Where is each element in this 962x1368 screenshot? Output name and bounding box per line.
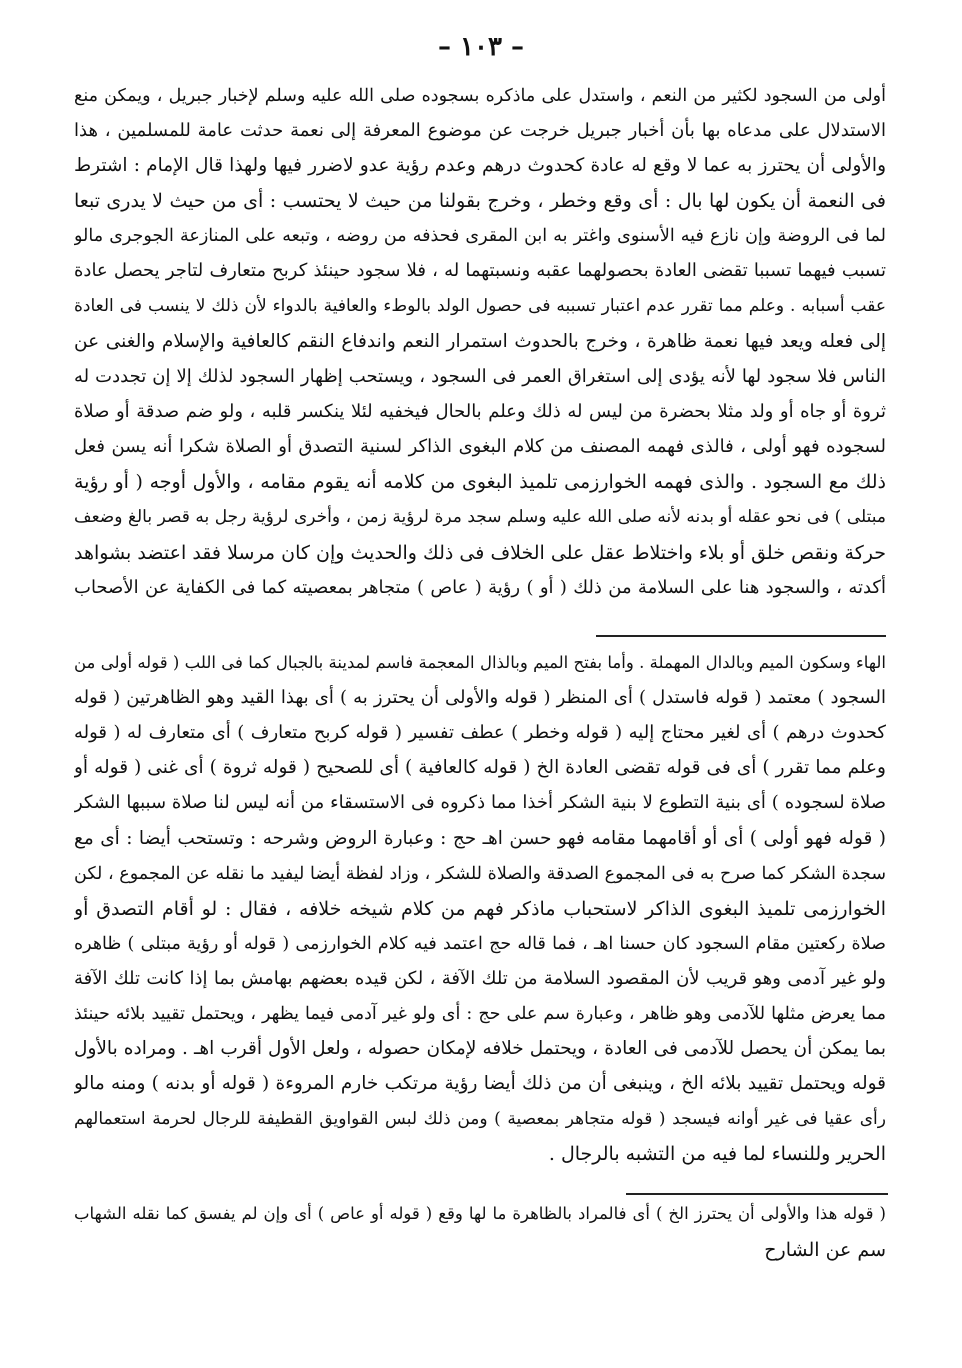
main-text-line: تسبب فيهما تسببا تقضى العادة بحصولهما عقبه ونسبتهما له ، فلا سجود حينئذ كربح متعارف لتاجر يحصل عادة — [74, 260, 886, 281]
main-text-line: ثروة أو جاه أو ولد مثلا بحضرة من ليس له ذلك وعلم بالحال فيخفيه لئلا ينكسر قلبه ، ولو ضم صدقة أو صلاة — [74, 401, 886, 422]
main-text-line: والأولى أن يحترز به عما لا وقع له عادة كحدوث درهم وعدم رؤية عدو لاضرر فيها ولهذا قال الإمام : اشترط — [74, 155, 886, 176]
margin-note-line: صلاة لسجوده ) أى بنية التطوع لا بنية الشكر أخذا مما ذكروه فى الاستسقاء من أنه ليس لنا صلاة سببها الشكر — [74, 792, 886, 813]
margin-note-line: صلاة ركعتين مقام السجود كان حسنا اهـ ، فما قاله حج اعتمد فيه كلام الخوارزمى ( قوله أو رؤية مبتلى ) ظاهره — [74, 934, 886, 954]
margin-note-line: الحرير وللنساء لما فيه من التشبه بالرجال . — [548, 1143, 886, 1165]
margin-note-line: ( قوله فهو أولى ) أى أو أقامهما مقامه فهو حسن اهـ حج : وعبارة الروض وشرحه : وتستحب أيضا : أى مع — [74, 828, 886, 849]
main-text-line: مبتلى ) فى نحو عقله أو بدنه لأنه صلى الله عليه وسلم سجد مرة لرؤية زمن ، وأخرى لرؤية رجل به قصر بالغ وضعف — [74, 507, 886, 527]
page-number: – ١٠٣ – — [437, 32, 525, 62]
section-divider — [596, 635, 886, 637]
main-text-line: الاستدلال على مدعاه بها بأن أخبار جبريل خرجت عن موضوع المعرفة إلى نعمة حدثت عامة للمسلمين ، هذا — [74, 120, 886, 141]
main-text-line: حركة ونقص خلق أو بلاء واختلاط عقل على الخلاف فى ذلك والحديث وإن كان مرسلا فقد اعتضد بشواهد — [74, 542, 886, 564]
main-text-line: إلى فعله ويعد فيها نعمة ظاهرة ، وخرج بالحدوث استمرار النعم واندفاع النقم كالعافية والإسلام والغنى عن — [74, 331, 886, 352]
margin-note-line: ولو غير آدمى وهو قريب لأن المقصود السلامة من تلك الآفة ، لكن قيده بعضهم بهامش بما إذا كانت تلك الآفة — [74, 968, 886, 989]
margin-note-line: الخوارزمى تلميذ البغوى الذاكر لاستحباب ماذكر فهم من كلام شيخه خلافه ، فقال : لو أقام التصدق أو — [74, 898, 886, 920]
main-text-line: الناس فلا سجود لها لأنه يؤدى إلى استغراق العمر فى السجود ، ويستحب إظهار السجود لذلك إلا إن تجددت له — [74, 366, 886, 387]
footnote-line: ( قوله هذا والأولى أن يحترز الخ ) أى فالمراد بالظاهرة ما لها وقع ( قوله أو عاص ) أى وإن لم يفسق كما نقله الشهاب — [74, 1204, 886, 1223]
margin-note-line: السجود ) معتمد ( قوله فاستدل ) أى المنظر ( قوله والأولى أن يحترز به ) أى بهذا القيد وهو الظاهرتين ( قوله — [74, 687, 886, 708]
margin-note-line: مما يعرض مثلها للآدمى وهو ظاهر ، وعبارة سم على حج : أى ولو غير آدمى فيما يظهر ، ويحتمل تقييد بلائه حينئذ — [74, 1004, 886, 1024]
margin-note-line: وعلم مما تقرر ) أى فى قوله تقضى العادة الخ ( قوله كالعافية ) أى للصحيح ( قوله ثروة ) أى غنى ( قوله أو — [74, 757, 886, 778]
footnote-divider — [626, 1193, 888, 1195]
margin-note-line: سجدة الشكر كما صرح به فى المجموع الصدقة والصلاة للشكر ، وزاد لفظة أيضا ليفيد ما نقله عن المجموع ، لكن — [74, 864, 886, 884]
main-text-line: أكدته ، والسجود هنا على السلامة من ذلك ( أو ) رؤية ( عاص ) متجاهر بمعصيته كما فى الكفاية عن الأصحاب — [74, 577, 886, 598]
main-text-line: لسجوده فهو أولى ، فالذى فهمه المصنف من كلام البغوى الذاكر لسنية التصدق أو الصلاة شكرا أنه يسن فعل — [74, 436, 886, 457]
main-text-line: فى النعمة أن يكون لها بال : أى وقع وخطر ، وخرج بقولنا من حيث لا يحتسب : أى من حيث لا يدرى تبعا — [74, 190, 886, 212]
margin-note-line: رأى عقيا فى غير أوانه فيسجد ( قوله متجاهر بمعصية ) ومن ذلك لبس القواويق القطيفة للرجال لحرمة استعمالهم — [74, 1109, 886, 1129]
margin-note-line: الهاء وسكون الميم وبالدال المهملة . وأما بفتح الميم وبالذال المعجمة فاسم لمدينة بالجبال كما فى اللب ( قوله أولى من — [74, 653, 886, 672]
margin-note-line: بما يمكن أن يحصل للآدمى فى العادة ، ويحتمل خلافه لإمكان حصوله ، ولعل الأول أقرب اهـ . ومراده بالأول — [74, 1038, 886, 1059]
main-text-line: عقب أسبابه . وعلم مما تقرر عدم اعتبار تسببه فى حصول الولد بالوطء والعافية بالدواء لأن ذلك لا ينسب فى العادة — [74, 296, 886, 316]
margin-note-line: قوله ويحتمل تقييد بلائه الخ ، وينبغى أن من ذلك أيضا رؤية مرتكب خارم المروءة ( قوله أو بدنه ) ومنه مالو — [74, 1073, 886, 1094]
margin-note-line: كحدوث درهم ) أى لغير محتاج إليه ( قوله وخطر ) عطف تفسير ( قوله كربح متعارف ) أى متعارف له ( قوله — [74, 722, 886, 743]
main-text-line: أولى من السجود لكثير من النعم ، واستدل على ماذكره بسجوده صلى الله عليه وسلم لإخبار جبريل ، ويمكن منع — [74, 86, 886, 106]
footnote-line: سم عن الشارح — [764, 1239, 886, 1261]
main-text-line: ذلك مع السجود . والذى فهمه الخوارزمى تلميذ البغوى من كلامه أنه يقوم مقامه ، والأول أوجه ( أو رؤية — [74, 471, 886, 493]
main-text-line: لما فى الروضة وإن نازع فيه الأسنوى واغتر به ابن المقرى فحذفه من روضه ، وتبعه على المنازعة الجوجرى مالو — [74, 226, 886, 246]
